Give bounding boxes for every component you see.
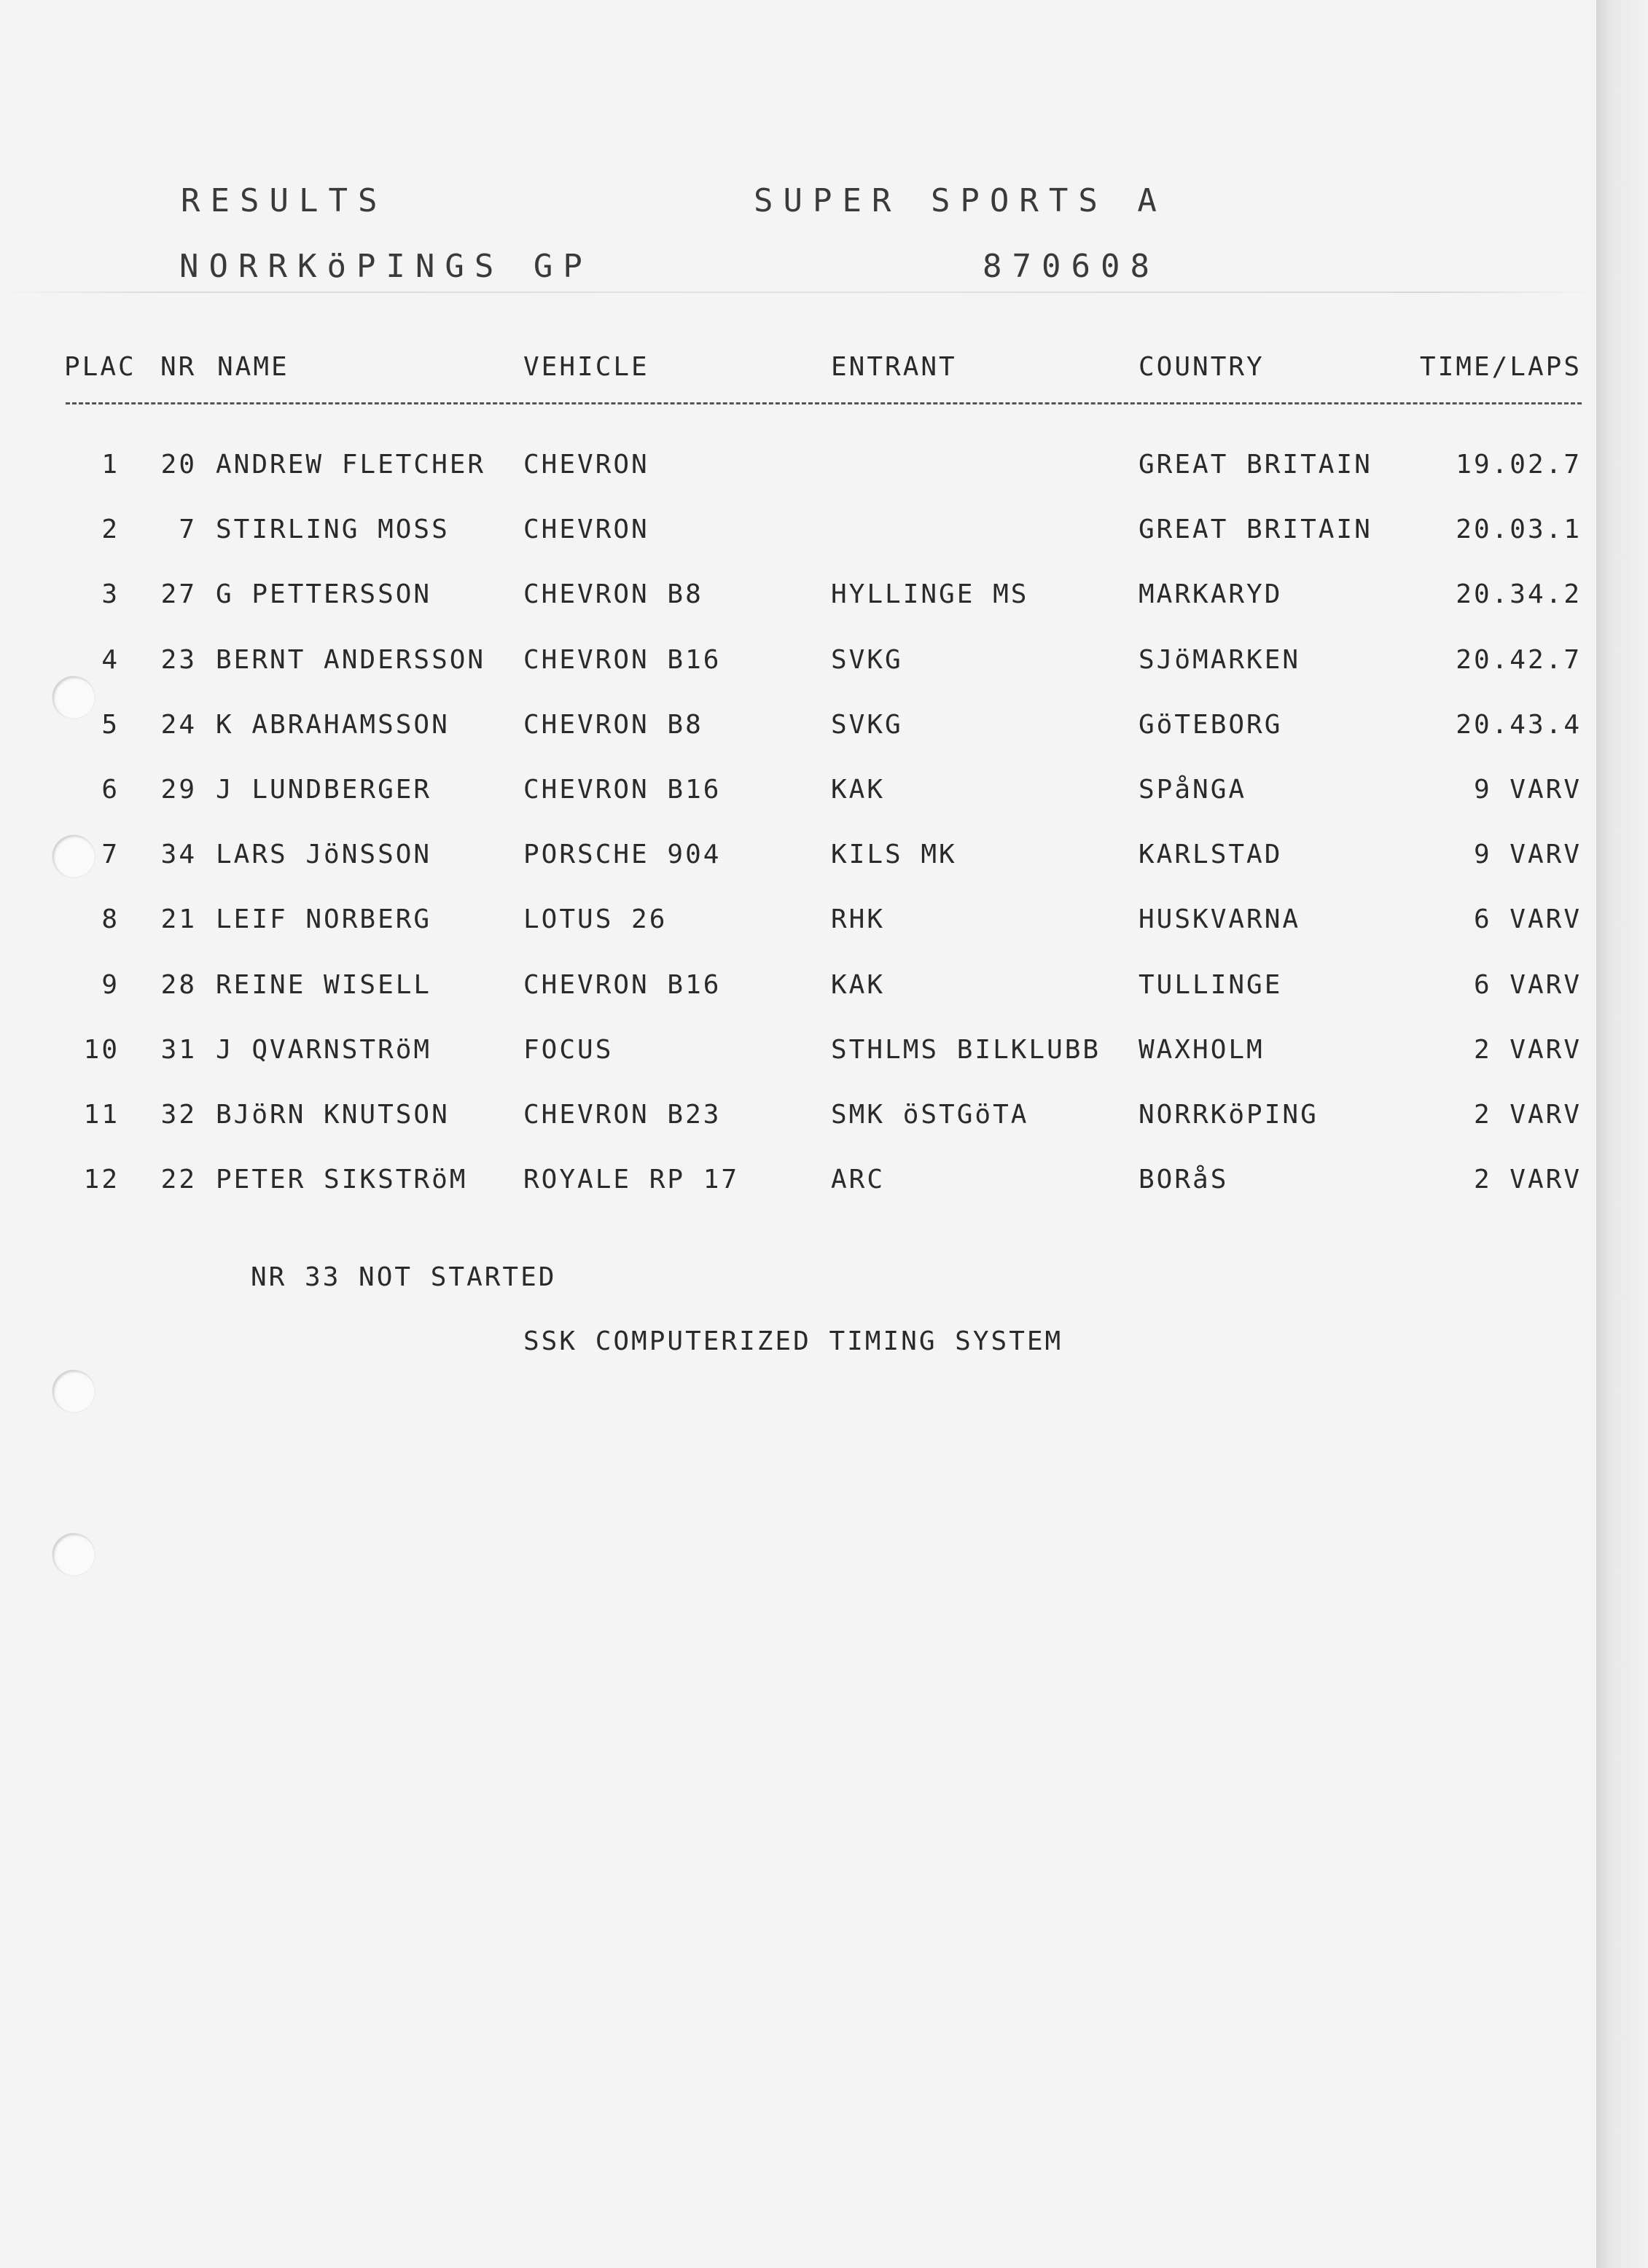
cell-nr: 20 xyxy=(160,450,197,480)
header-separator xyxy=(66,402,1582,404)
cell-nr: 23 xyxy=(160,645,197,675)
cell-entrant: KAK xyxy=(831,970,886,1000)
cell-vehicle: LOTUS 26 xyxy=(523,904,668,934)
cell-name: LEIF NORBERG xyxy=(216,904,432,934)
cell-entrant: KILS MK xyxy=(831,840,957,869)
cell-time-laps: 20.43.4 xyxy=(1456,710,1582,740)
column-header-entrant: ENTRANT xyxy=(831,352,957,382)
column-header-vehicle: VEHICLE xyxy=(523,352,649,382)
cell-name: K ABRAHAMSSON xyxy=(216,710,450,740)
cell-time-laps: 9 VARV xyxy=(1473,775,1582,805)
cell-plac: 5 xyxy=(101,710,120,740)
cell-vehicle: CHEVRON B8 xyxy=(523,710,703,740)
cell-vehicle: CHEVRON B16 xyxy=(523,970,722,1000)
cell-nr: 34 xyxy=(160,840,197,869)
cell-nr: 22 xyxy=(160,1165,197,1194)
event-name: NORRKöPINGS GP xyxy=(179,248,593,285)
cell-country: MARKARYD xyxy=(1139,579,1283,609)
class-name: SUPER SPORTS A xyxy=(754,182,1167,219)
cell-entrant: SMK öSTGöTA xyxy=(831,1100,1029,1130)
cell-entrant: KAK xyxy=(831,775,886,805)
not-started-note: NR 33 NOT STARTED xyxy=(251,1262,557,1292)
cell-plac: 2 xyxy=(101,515,120,544)
cell-entrant: SVKG xyxy=(831,645,903,675)
cell-vehicle: ROYALE RP 17 xyxy=(523,1165,740,1194)
cell-plac: 9 xyxy=(101,970,120,1000)
cell-name: J LUNDBERGER xyxy=(216,775,432,805)
cell-vehicle: CHEVRON xyxy=(523,515,649,544)
column-header-nr: NR xyxy=(160,352,197,382)
cell-name: LARS JöNSSON xyxy=(216,840,432,869)
cell-vehicle: PORSCHE 904 xyxy=(523,840,722,869)
cell-country: WAXHOLM xyxy=(1139,1035,1265,1065)
perforation-line xyxy=(0,292,1596,293)
cell-entrant: HYLLINGE MS xyxy=(831,579,1029,609)
cell-country: GöTEBORG xyxy=(1139,710,1283,740)
cell-vehicle: CHEVRON xyxy=(523,450,649,480)
cell-plac: 4 xyxy=(101,645,120,675)
cell-time-laps: 2 VARV xyxy=(1473,1035,1582,1065)
cell-plac: 8 xyxy=(101,904,120,934)
cell-entrant: RHK xyxy=(831,904,886,934)
results-label: RESULTS xyxy=(181,182,388,219)
cell-nr: 29 xyxy=(160,775,197,805)
cell-name: PETER SIKSTRöM xyxy=(216,1165,468,1194)
cell-nr: 28 xyxy=(160,970,197,1000)
cell-vehicle: CHEVRON B8 xyxy=(523,579,703,609)
cell-entrant: SVKG xyxy=(831,710,903,740)
cell-nr: 31 xyxy=(160,1035,197,1065)
cell-name: ANDREW FLETCHER xyxy=(216,450,486,480)
cell-vehicle: CHEVRON B23 xyxy=(523,1100,722,1130)
cell-country: SJöMARKEN xyxy=(1139,645,1301,675)
cell-time-laps: 2 VARV xyxy=(1473,1100,1582,1130)
cell-entrant: STHLMS BILKLUBB xyxy=(831,1035,1101,1065)
cell-country: BORåS xyxy=(1139,1165,1229,1194)
timing-system-note: SSK COMPUTERIZED TIMING SYSTEM xyxy=(523,1326,1063,1356)
cell-plac: 3 xyxy=(101,579,120,609)
cell-time-laps: 19.02.7 xyxy=(1456,450,1582,480)
cell-plac: 1 xyxy=(101,450,120,480)
cell-nr: 7 xyxy=(179,515,197,544)
column-header-plac: PLAC xyxy=(64,352,136,382)
cell-plac: 11 xyxy=(83,1100,120,1130)
cell-country: GREAT BRITAIN xyxy=(1139,450,1372,480)
cell-vehicle: CHEVRON B16 xyxy=(523,645,722,675)
column-header-time-laps: TIME/LAPS xyxy=(1419,352,1582,382)
cell-time-laps: 6 VARV xyxy=(1473,904,1582,934)
cell-country: TULLINGE xyxy=(1139,970,1283,1000)
cell-time-laps: 20.03.1 xyxy=(1456,515,1582,544)
cell-name: J QVARNSTRöM xyxy=(216,1035,432,1065)
cell-name: BJöRN KNUTSON xyxy=(216,1100,450,1130)
page-edge-shadow xyxy=(1596,0,1648,2268)
cell-name: BERNT ANDERSSON xyxy=(216,645,486,675)
cell-time-laps: 9 VARV xyxy=(1473,840,1582,869)
cell-entrant: ARC xyxy=(831,1165,886,1194)
cell-nr: 21 xyxy=(160,904,197,934)
cell-nr: 32 xyxy=(160,1100,197,1130)
cell-time-laps: 20.34.2 xyxy=(1456,579,1582,609)
cell-time-laps: 6 VARV xyxy=(1473,970,1582,1000)
cell-name: STIRLING MOSS xyxy=(216,515,450,544)
cell-country: SPåNGA xyxy=(1139,775,1247,805)
cell-vehicle: FOCUS xyxy=(523,1035,614,1065)
punch-hole xyxy=(52,835,95,877)
cell-time-laps: 20.42.7 xyxy=(1456,645,1582,675)
event-date: 870608 xyxy=(983,248,1160,285)
cell-nr: 27 xyxy=(160,579,197,609)
cell-country: GREAT BRITAIN xyxy=(1139,515,1372,544)
cell-country: HUSKVARNA xyxy=(1139,904,1301,934)
column-header-name: NAME xyxy=(217,352,289,382)
column-header-country: COUNTRY xyxy=(1139,352,1265,382)
cell-country: KARLSTAD xyxy=(1139,840,1283,869)
cell-vehicle: CHEVRON B16 xyxy=(523,775,722,805)
cell-plac: 7 xyxy=(101,840,120,869)
punch-hole xyxy=(52,1533,95,1576)
cell-time-laps: 2 VARV xyxy=(1473,1165,1582,1194)
punch-hole xyxy=(52,676,95,719)
punch-hole xyxy=(52,1370,95,1412)
cell-nr: 24 xyxy=(160,710,197,740)
cell-plac: 12 xyxy=(83,1165,120,1194)
cell-name: G PETTERSSON xyxy=(216,579,432,609)
cell-plac: 10 xyxy=(83,1035,120,1065)
cell-plac: 6 xyxy=(101,775,120,805)
cell-name: REINE WISELL xyxy=(216,970,432,1000)
cell-country: NORRKöPING xyxy=(1139,1100,1319,1130)
